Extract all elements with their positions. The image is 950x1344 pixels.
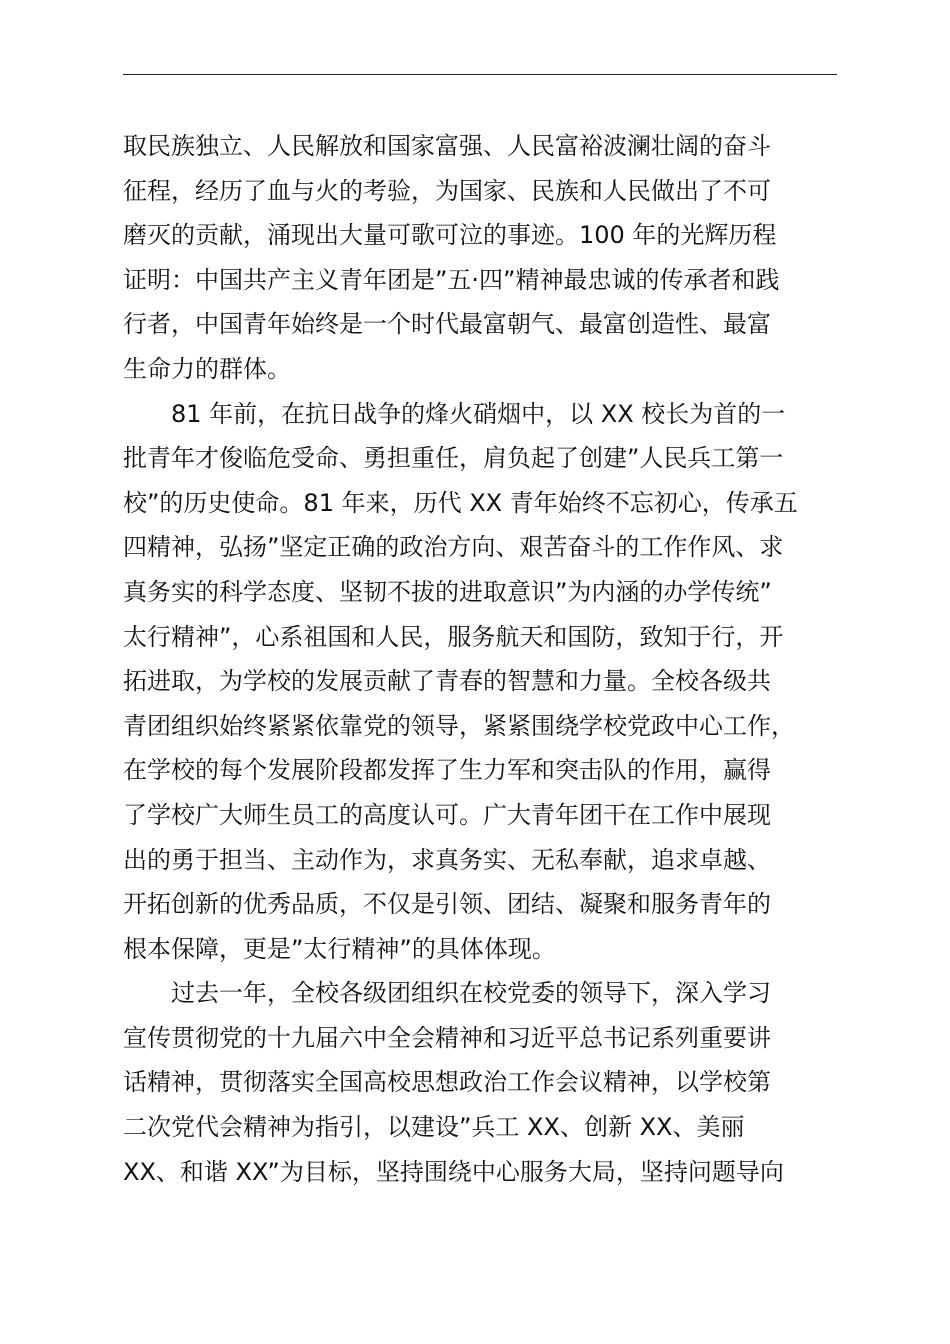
text-line: 校”的历史使命。81 年来，历代 XX 青年始终不忘初心，传承五 <box>123 488 798 517</box>
text-line: 真务实的科学态度、坚韧不拔的进取意识”为内涵的办学传统” <box>123 577 772 606</box>
text-line: 行者，中国青年始终是一个时代最富朝气、最富创造性、最富 <box>123 310 771 339</box>
text-line: 过去一年，全校各级团组织在校党委的领导下，深入学习 <box>171 979 771 1008</box>
text-line: 二次党代会精神为指引，以建设”兵工 XX、创新 XX、美丽 <box>123 1113 745 1142</box>
paragraph-3 <box>123 971 843 1194</box>
text-line: 征程，经历了血与火的考验，为国家、民族和人民做出了不可 <box>123 176 771 205</box>
paragraph-2 <box>123 392 843 972</box>
text-line: 开拓创新的优秀品质，不仅是引领、团结、凝聚和服务青年的 <box>123 890 771 919</box>
text-line: 在学校的每个发展阶段都发挥了生力军和突击队的作用，赢得 <box>123 756 771 785</box>
document-body <box>123 124 843 1194</box>
text-line: 磨灭的贡献，涌现出大量可歌可泣的事迹。100 年的光辉历程 <box>123 221 777 250</box>
text-line: 话精神，贯彻落实全国高校思想政治工作会议精神，以学校第 <box>123 1068 771 1097</box>
text-line: 根本保障，更是”太行精神”的具体体现。 <box>123 934 556 963</box>
text-line: 青团组织始终紧紧依靠党的领导，紧紧围绕学校党政中心工作， <box>123 711 795 740</box>
text-line: 四精神，弘扬”坚定正确的政治方向、艰苦奋斗的工作作风、求 <box>123 533 784 562</box>
text-line: 取民族独立、人民解放和国家富强、人民富裕波澜壮阔的奋斗 <box>123 132 771 160</box>
header-rule <box>123 74 837 75</box>
paragraph-1 <box>123 124 843 392</box>
text-line: 出的勇于担当、主动作为，求真务实、无私奉献，追求卓越、 <box>123 845 771 874</box>
text-line: 证明：中国共产主义青年团是”五·四”精神最忠诚的传承者和践 <box>123 265 780 294</box>
text-line: 81 年前，在抗日战争的烽火硝烟中，以 XX 校长为首的一 <box>171 399 786 428</box>
text-line: 生命力的群体。 <box>123 354 291 383</box>
text-line: 太行精神”，心系祖国和人民，服务航天和国防，致知于行，开 <box>123 622 784 651</box>
text-line: 宣传贯彻党的十九届六中全会精神和习近平总书记系列重要讲 <box>123 1023 771 1052</box>
text-line: 拓进取，为学校的发展贡献了青春的智慧和力量。全校各级共 <box>123 667 771 696</box>
text-line: 批青年才俊临危受命、勇担重任，肩负起了创建”人民兵工第一 <box>123 444 784 473</box>
text-line: 了学校广大师生员工的高度认可。广大青年团干在工作中展现 <box>123 800 771 829</box>
text-line: XX、和谐 XX”为目标，坚持围绕中心服务大局，坚持问题导向 <box>123 1157 784 1186</box>
